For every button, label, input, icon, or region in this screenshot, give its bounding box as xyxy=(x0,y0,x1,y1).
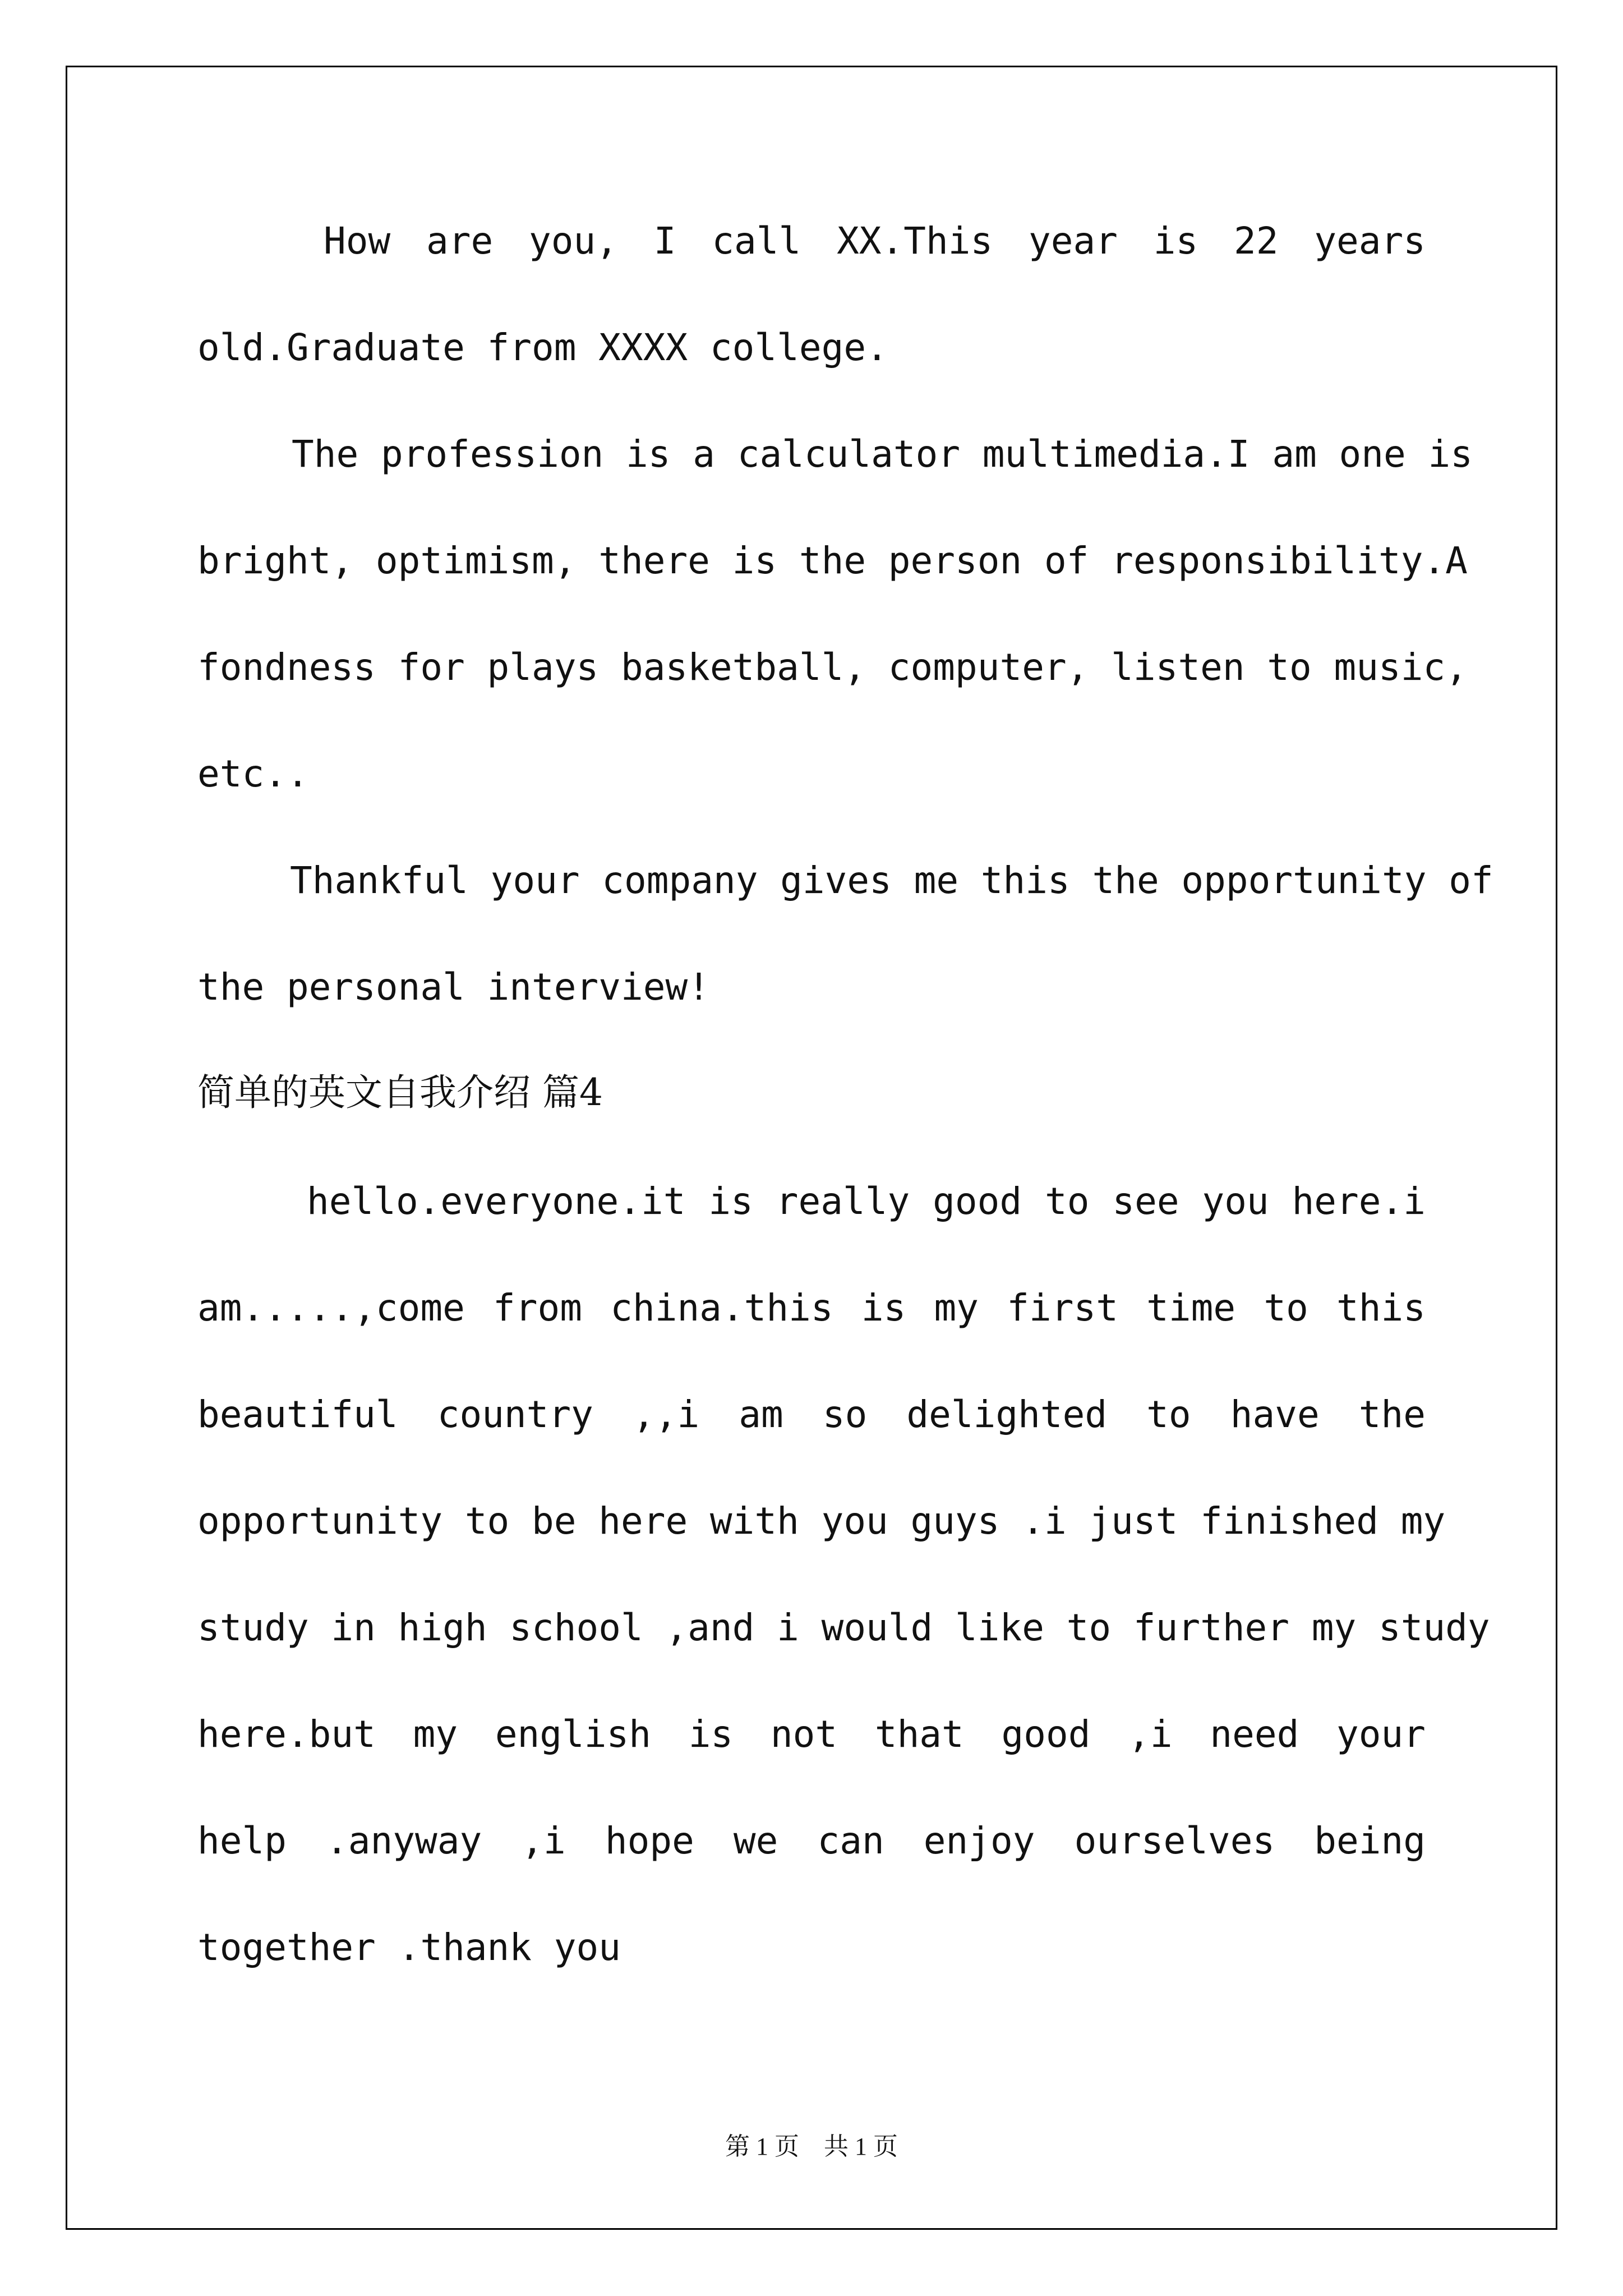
section-heading: 简单的英文自我介绍 篇4 xyxy=(197,1071,603,1114)
paragraph-line: beautiful country ,,i am so delighted to have the xyxy=(197,1393,1426,1436)
paragraph-line: fondness for plays basketball, computer, listen to music, xyxy=(197,646,1468,689)
paragraph-line: here.but my english is not that good ,i need your xyxy=(197,1713,1426,1756)
paragraph-line: study in high school ,and i would like to further my study xyxy=(197,1606,1490,1649)
paragraph-line: etc.. xyxy=(197,752,309,795)
paragraph-line: together .thank you xyxy=(197,1926,621,1969)
paragraph-line: opportunity to be here with you guys .i just finished my xyxy=(197,1499,1446,1543)
page-footer: 第 1 页 共 1 页 xyxy=(725,2133,898,2160)
paragraph-line: help .anyway ,i hope we can enjoy ourselves being xyxy=(197,1819,1426,1862)
paragraph-line: the personal interview! xyxy=(197,965,710,1009)
paragraph-line: Thankful your company gives me this the opportunity of xyxy=(290,859,1493,902)
paragraph-line: bright, optimism, there is the person of responsibility.A xyxy=(197,539,1468,582)
paragraph-line: hello.everyone.it is really good to see you here.i xyxy=(307,1180,1426,1223)
paragraph-line: The profession is a calculator multimedia.I am one is xyxy=(292,432,1473,476)
page-border xyxy=(66,66,1557,2230)
paragraph-line: old.Graduate from XXXX college. xyxy=(197,326,888,369)
paragraph-line: am.....,come from china.this is my first time to this xyxy=(197,1286,1426,1329)
paragraph-line: How are you, I call XX.This year is 22 years xyxy=(324,219,1426,263)
